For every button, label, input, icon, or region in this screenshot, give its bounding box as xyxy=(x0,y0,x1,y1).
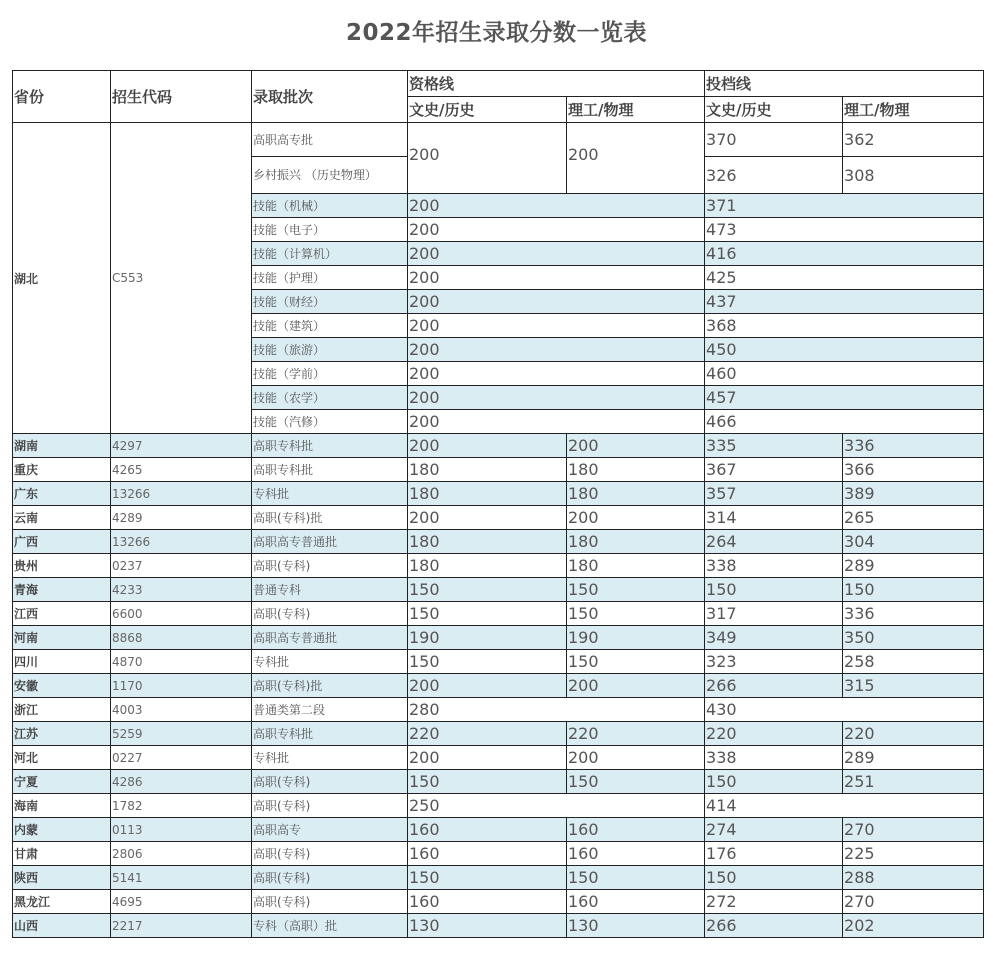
admit-science-cell: 289 xyxy=(843,554,984,578)
header-row-1 xyxy=(13,71,984,97)
admit-science-cell: 315 xyxy=(843,674,984,698)
table-row xyxy=(13,674,984,698)
province-cell: 内蒙 xyxy=(13,818,111,842)
qualify-arts-cell: 150 xyxy=(408,866,567,890)
batch-cell: 技能（建筑） xyxy=(252,314,408,338)
qualify-arts-cell: 150 xyxy=(408,578,567,602)
batch-cell: 技能（学前） xyxy=(252,362,408,386)
qualify-arts-cell: 180 xyxy=(408,458,567,482)
qualify-science-cell: 200 xyxy=(567,746,705,770)
code-cell: 2806 xyxy=(111,842,252,866)
code-cell: 0237 xyxy=(111,554,252,578)
admit-arts-cell: 323 xyxy=(705,650,843,674)
admit-arts-cell: 326 xyxy=(705,157,843,194)
qualify-science-cell: 190 xyxy=(567,626,705,650)
admit-science-cell: 202 xyxy=(843,914,984,938)
qualify-arts-cell: 160 xyxy=(408,842,567,866)
header-qualify-arts: 文史/历史 xyxy=(408,97,567,123)
admit-arts-cell: 220 xyxy=(705,722,843,746)
code-cell: 5141 xyxy=(111,866,252,890)
table-row xyxy=(13,458,984,482)
qualify-arts-cell: 200 xyxy=(408,123,567,194)
qualify-merged-cell: 200 xyxy=(408,338,705,362)
batch-cell: 高职(专科) xyxy=(252,602,408,626)
admit-arts-cell: 317 xyxy=(705,602,843,626)
code-cell: 4265 xyxy=(111,458,252,482)
qualify-science-cell: 150 xyxy=(567,866,705,890)
code-cell: 4695 xyxy=(111,890,252,914)
qualify-arts-cell: 150 xyxy=(408,602,567,626)
qualify-science-cell: 180 xyxy=(567,554,705,578)
qualify-merged-cell: 200 xyxy=(408,314,705,338)
header-admit-line: 投档线 xyxy=(705,71,984,97)
table-row xyxy=(13,650,984,674)
province-cell: 山西 xyxy=(13,914,111,938)
batch-cell: 高职(专科) xyxy=(252,770,408,794)
admit-merged-cell: 437 xyxy=(705,290,984,314)
code-cell: 13266 xyxy=(111,530,252,554)
qualify-science-cell: 200 xyxy=(567,674,705,698)
table-row xyxy=(13,842,984,866)
batch-cell: 高职高专批 xyxy=(252,123,408,157)
table-row xyxy=(13,722,984,746)
qualify-science-cell: 130 xyxy=(567,914,705,938)
admit-science-cell: 150 xyxy=(843,578,984,602)
qualify-science-cell: 180 xyxy=(567,482,705,506)
admit-arts-cell: 335 xyxy=(705,434,843,458)
admit-merged-cell: 425 xyxy=(705,266,984,290)
table-body xyxy=(13,123,984,938)
table-row xyxy=(13,434,984,458)
code-cell: 8868 xyxy=(111,626,252,650)
header-qualify-science: 理工/物理 xyxy=(567,97,705,123)
qualify-science-cell: 160 xyxy=(567,890,705,914)
qualify-merged-cell: 280 xyxy=(408,698,705,722)
admit-science-cell: 389 xyxy=(843,482,984,506)
admit-science-cell: 270 xyxy=(843,818,984,842)
qualify-arts-cell: 190 xyxy=(408,626,567,650)
qualify-merged-cell: 200 xyxy=(408,242,705,266)
qualify-merged-cell: 250 xyxy=(408,794,705,818)
admit-science-cell: 336 xyxy=(843,602,984,626)
admit-science-cell: 350 xyxy=(843,626,984,650)
header-code: 招生代码 xyxy=(111,71,252,123)
qualify-science-cell: 150 xyxy=(567,770,705,794)
province-cell: 河北 xyxy=(13,746,111,770)
admit-science-cell: 336 xyxy=(843,434,984,458)
admit-science-cell: 304 xyxy=(843,530,984,554)
code-cell: 4286 xyxy=(111,770,252,794)
qualify-merged-cell: 200 xyxy=(408,266,705,290)
code-cell: 1782 xyxy=(111,794,252,818)
qualify-science-cell: 220 xyxy=(567,722,705,746)
province-cell: 安徽 xyxy=(13,674,111,698)
province-cell: 江西 xyxy=(13,602,111,626)
qualify-science-cell: 160 xyxy=(567,842,705,866)
qualify-arts-cell: 160 xyxy=(408,890,567,914)
qualify-science-cell: 180 xyxy=(567,458,705,482)
admission-score-table xyxy=(12,70,984,938)
header-admit-arts: 文史/历史 xyxy=(705,97,843,123)
province-cell: 湖北 xyxy=(13,123,111,434)
admit-merged-cell: 430 xyxy=(705,698,984,722)
batch-cell: 技能（电子） xyxy=(252,218,408,242)
admit-arts-cell: 338 xyxy=(705,554,843,578)
province-cell: 黑龙江 xyxy=(13,890,111,914)
qualify-science-cell: 200 xyxy=(567,506,705,530)
qualify-arts-cell: 130 xyxy=(408,914,567,938)
table-row xyxy=(13,890,984,914)
header-qualify-line: 资格线 xyxy=(408,71,705,97)
code-cell: 2217 xyxy=(111,914,252,938)
qualify-science-cell: 160 xyxy=(567,818,705,842)
admit-arts-cell: 150 xyxy=(705,770,843,794)
batch-cell: 技能（机械） xyxy=(252,194,408,218)
batch-cell: 高职(专科) xyxy=(252,794,408,818)
admit-science-cell: 288 xyxy=(843,866,984,890)
batch-cell: 高职高专普通批 xyxy=(252,530,408,554)
province-cell: 宁夏 xyxy=(13,770,111,794)
batch-cell: 高职(专科) xyxy=(252,890,408,914)
batch-cell: 高职(专科) xyxy=(252,842,408,866)
batch-cell: 专科批 xyxy=(252,650,408,674)
admit-arts-cell: 176 xyxy=(705,842,843,866)
qualify-merged-cell: 200 xyxy=(408,410,705,434)
admit-arts-cell: 266 xyxy=(705,674,843,698)
qualify-arts-cell: 180 xyxy=(408,530,567,554)
table-row xyxy=(13,818,984,842)
admit-science-cell: 366 xyxy=(843,458,984,482)
header-batch: 录取批次 xyxy=(252,71,408,123)
qualify-arts-cell: 160 xyxy=(408,818,567,842)
batch-cell: 专科批 xyxy=(252,746,408,770)
province-cell: 海南 xyxy=(13,794,111,818)
batch-cell: 技能（计算机） xyxy=(252,242,408,266)
code-cell: 0227 xyxy=(111,746,252,770)
admit-merged-cell: 450 xyxy=(705,338,984,362)
admit-merged-cell: 457 xyxy=(705,386,984,410)
table-row xyxy=(13,626,984,650)
code-cell: 6600 xyxy=(111,602,252,626)
batch-cell: 高职高专普通批 xyxy=(252,626,408,650)
admit-arts-cell: 266 xyxy=(705,914,843,938)
qualify-arts-cell: 200 xyxy=(408,746,567,770)
batch-cell: 专科（高职）批 xyxy=(252,914,408,938)
table-row xyxy=(13,506,984,530)
province-cell: 广西 xyxy=(13,530,111,554)
table-row xyxy=(13,602,984,626)
batch-cell: 高职(专科) xyxy=(252,866,408,890)
admit-science-cell: 362 xyxy=(843,123,984,157)
province-cell: 陕西 xyxy=(13,866,111,890)
batch-cell: 高职高专 xyxy=(252,818,408,842)
admit-science-cell: 289 xyxy=(843,746,984,770)
qualify-science-cell: 180 xyxy=(567,530,705,554)
table-row xyxy=(13,746,984,770)
province-cell: 江苏 xyxy=(13,722,111,746)
admit-merged-cell: 368 xyxy=(705,314,984,338)
admit-science-cell: 258 xyxy=(843,650,984,674)
qualify-arts-cell: 200 xyxy=(408,434,567,458)
batch-cell: 普通专科 xyxy=(252,578,408,602)
admit-arts-cell: 367 xyxy=(705,458,843,482)
batch-cell: 技能（农学） xyxy=(252,386,408,410)
admit-arts-cell: 150 xyxy=(705,866,843,890)
qualify-arts-cell: 220 xyxy=(408,722,567,746)
qualify-science-cell: 150 xyxy=(567,578,705,602)
batch-cell: 技能（旅游） xyxy=(252,338,408,362)
code-cell: 0113 xyxy=(111,818,252,842)
qualify-arts-cell: 150 xyxy=(408,650,567,674)
batch-cell: 高职专科批 xyxy=(252,458,408,482)
batch-cell: 乡村振兴 （历史物理） xyxy=(252,157,408,194)
batch-cell: 高职专科批 xyxy=(252,722,408,746)
admit-science-cell: 270 xyxy=(843,890,984,914)
admit-arts-cell: 274 xyxy=(705,818,843,842)
batch-cell: 普通类第二段 xyxy=(252,698,408,722)
code-cell: C553 xyxy=(111,123,252,434)
table-row xyxy=(13,123,984,157)
page-title: 2022年招生录取分数一览表 xyxy=(345,20,647,46)
admit-science-cell: 225 xyxy=(843,842,984,866)
province-cell: 重庆 xyxy=(13,458,111,482)
table-row xyxy=(13,794,984,818)
qualify-merged-cell: 200 xyxy=(408,386,705,410)
table-row xyxy=(13,578,984,602)
batch-cell: 高职(专科)批 xyxy=(252,674,408,698)
admit-arts-cell: 264 xyxy=(705,530,843,554)
qualify-science-cell: 200 xyxy=(567,123,705,194)
code-cell: 4870 xyxy=(111,650,252,674)
table-row xyxy=(13,482,984,506)
qualify-arts-cell: 180 xyxy=(408,482,567,506)
code-cell: 13266 xyxy=(111,482,252,506)
province-cell: 青海 xyxy=(13,578,111,602)
table-row xyxy=(13,770,984,794)
province-cell: 浙江 xyxy=(13,698,111,722)
admit-arts-cell: 150 xyxy=(705,578,843,602)
admit-arts-cell: 357 xyxy=(705,482,843,506)
code-cell: 4233 xyxy=(111,578,252,602)
qualify-arts-cell: 200 xyxy=(408,674,567,698)
batch-cell: 高职(专科) xyxy=(252,554,408,578)
table-row xyxy=(13,530,984,554)
province-cell: 贵州 xyxy=(13,554,111,578)
code-cell: 4003 xyxy=(111,698,252,722)
admit-merged-cell: 473 xyxy=(705,218,984,242)
batch-cell: 高职专科批 xyxy=(252,434,408,458)
code-cell: 4289 xyxy=(111,506,252,530)
qualify-merged-cell: 200 xyxy=(408,290,705,314)
admit-merged-cell: 371 xyxy=(705,194,984,218)
admit-arts-cell: 272 xyxy=(705,890,843,914)
admit-merged-cell: 466 xyxy=(705,410,984,434)
qualify-arts-cell: 180 xyxy=(408,554,567,578)
qualify-merged-cell: 200 xyxy=(408,194,705,218)
admit-science-cell: 251 xyxy=(843,770,984,794)
admit-arts-cell: 349 xyxy=(705,626,843,650)
qualify-science-cell: 200 xyxy=(567,434,705,458)
province-cell: 甘肃 xyxy=(13,842,111,866)
code-cell: 1170 xyxy=(111,674,252,698)
admit-arts-cell: 338 xyxy=(705,746,843,770)
code-cell: 4297 xyxy=(111,434,252,458)
admit-science-cell: 265 xyxy=(843,506,984,530)
province-cell: 广东 xyxy=(13,482,111,506)
table-row xyxy=(13,914,984,938)
batch-cell: 技能（护理） xyxy=(252,266,408,290)
table-row xyxy=(13,698,984,722)
province-cell: 云南 xyxy=(13,506,111,530)
admit-science-cell: 220 xyxy=(843,722,984,746)
table-row xyxy=(13,554,984,578)
header-province: 省份 xyxy=(13,71,111,123)
table-row xyxy=(13,866,984,890)
code-cell: 5259 xyxy=(111,722,252,746)
qualify-merged-cell: 200 xyxy=(408,218,705,242)
province-cell: 四川 xyxy=(13,650,111,674)
batch-cell: 技能（汽修） xyxy=(252,410,408,434)
admit-merged-cell: 414 xyxy=(705,794,984,818)
batch-cell: 技能（财经） xyxy=(252,290,408,314)
qualify-science-cell: 150 xyxy=(567,650,705,674)
admit-science-cell: 308 xyxy=(843,157,984,194)
qualify-science-cell: 150 xyxy=(567,602,705,626)
province-cell: 湖南 xyxy=(13,434,111,458)
province-cell: 河南 xyxy=(13,626,111,650)
admit-merged-cell: 416 xyxy=(705,242,984,266)
qualify-merged-cell: 200 xyxy=(408,362,705,386)
header-admit-science: 理工/物理 xyxy=(843,97,984,123)
batch-cell: 高职(专科)批 xyxy=(252,506,408,530)
qualify-arts-cell: 150 xyxy=(408,770,567,794)
batch-cell: 专科批 xyxy=(252,482,408,506)
qualify-arts-cell: 200 xyxy=(408,506,567,530)
admit-arts-cell: 370 xyxy=(705,123,843,157)
admit-merged-cell: 460 xyxy=(705,362,984,386)
admit-arts-cell: 314 xyxy=(705,506,843,530)
